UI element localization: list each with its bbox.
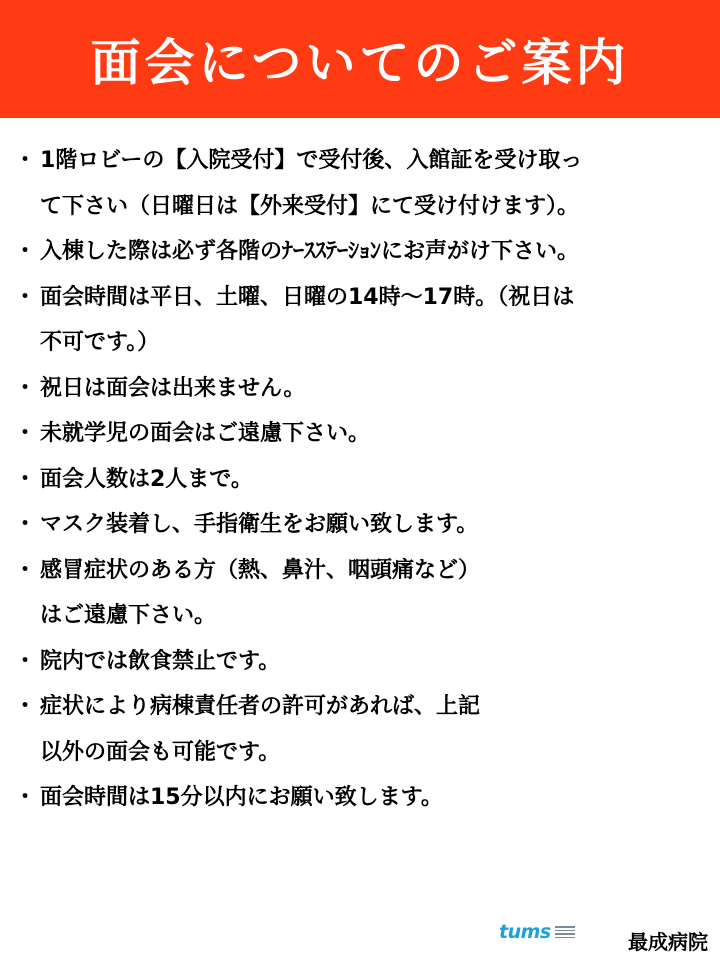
notice-line: 未就学児の面会はご遠慮下さい。	[40, 421, 371, 446]
notice-item	[12, 775, 712, 821]
notice-line: 院内では飲食禁止です。	[40, 648, 281, 674]
notice-item	[12, 229, 712, 275]
logo-mark-icon	[555, 926, 575, 938]
bullet: ・	[14, 421, 37, 446]
notice-item	[12, 457, 712, 503]
bullet: ・	[14, 466, 37, 492]
bullet: ・	[14, 148, 37, 173]
bullet: ・	[14, 239, 37, 264]
notice-line: 不可です。）	[40, 330, 160, 355]
notice-line: はご遠慮下さい。	[40, 603, 217, 628]
notice-item	[12, 684, 712, 775]
notice-item	[12, 411, 712, 457]
notice-item	[12, 502, 712, 548]
notice-line: て下さい（日曜日は【外来受付】にて受け付けます）。	[40, 193, 580, 219]
notice-line: 1階ロビーの【入院受付】で受付後、入館証を受け取っ	[40, 148, 583, 173]
bullet: ・	[14, 557, 37, 583]
notice-item	[12, 548, 712, 639]
notice-item	[12, 639, 712, 685]
hospital-name: 最成病院	[628, 930, 708, 954]
notice-list	[12, 138, 712, 821]
header-banner	[0, 0, 720, 118]
tums-logo	[499, 922, 575, 942]
notice-line: 面会時間は15分以内にお願い致します。	[40, 785, 443, 810]
bullet: ・	[14, 648, 37, 674]
bullet: ・	[14, 375, 37, 401]
notice-item	[12, 366, 712, 412]
notice-line: 面会人数は2人まで。	[40, 466, 253, 492]
page-title: 面会についてのご案内	[90, 34, 630, 92]
bullet: ・	[14, 512, 37, 537]
notice-item	[12, 275, 712, 366]
notice-line: 入棟した際は必ず各階のﾅｰｽｽﾃｰｼｮﾝにお声がけ下さい。	[40, 239, 580, 264]
bullet: ・	[14, 785, 37, 810]
notice-line: 面会時間は平日、土曜、日曜の14時～17時。（祝日は	[40, 284, 575, 310]
bullet: ・	[14, 694, 37, 719]
notice-line: 感冒症状のある方（熱、鼻汁、咽頭痛など）	[40, 557, 481, 583]
notice-item	[12, 138, 712, 229]
notice-line: 以外の面会も可能です。	[40, 739, 281, 765]
logo-text: tums	[499, 921, 551, 943]
notice-line: 症状により病棟責任者の許可があれば、上記	[40, 694, 481, 719]
notice-line: マスク装着し、手指衛生をお願い致します。	[40, 512, 479, 537]
bullet: ・	[14, 284, 37, 310]
notice-line: 祝日は面会は出来ません。	[40, 375, 306, 401]
